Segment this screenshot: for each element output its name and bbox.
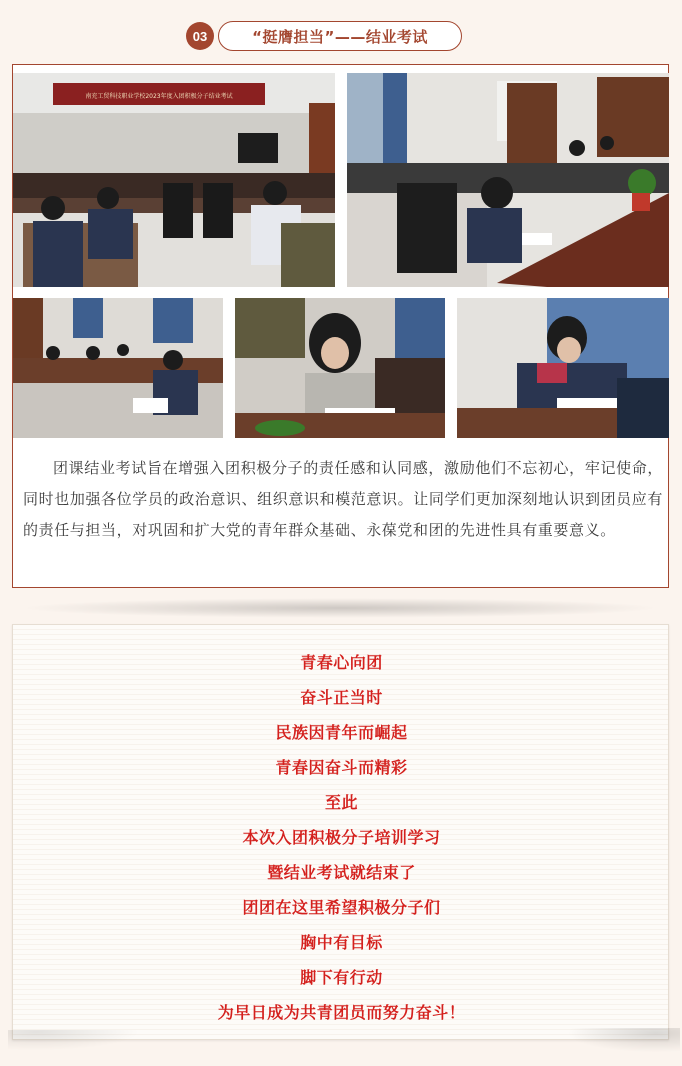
slogan-line: 本次入团积极分子培训学习 [242,828,441,847]
section-number-badge: 03 [186,22,214,50]
slogan-list [13,645,670,1030]
slogan-line: 暨结业考试就结束了 [267,863,416,882]
banner-text: 南充工贸科技职业学校2023年度入团积极分子结业考试 [85,93,233,100]
paper-shadow [20,598,660,618]
slogan-line: 胸中有目标 [300,933,383,952]
section-title: “挺膺担当”——结业考试 [218,21,462,51]
photo-exam-room-wide [13,73,335,287]
slogan-paper [12,624,669,1040]
slogan-line: 民族因青年而崛起 [275,723,408,742]
photo-student-writing-table [347,73,669,287]
slogan-line: 团团在这里希望积极分子们 [242,898,441,917]
slogan-line: 至此 [324,793,358,812]
photo-students-row [13,298,223,438]
paper-curl-shadow-right [560,1028,680,1054]
slogan-line: 青春心向团 [300,653,383,672]
section-header [0,18,682,54]
photo-girl-writing [235,298,445,438]
photo-card [12,64,669,588]
slogan-line: 脚下有行动 [300,968,383,987]
body-paragraph: 团课结业考试旨在增强入团积极分子的责任感和认同感，激励他们不忘初心，牢记使命，同时也加强各位学员的政治意识、组织意识和模范意识。让同学们更加深刻地认识到团员应有的责任与担当，对巩固和扩大党的青年群众基础、永葆党和团的先进性具有重要意义。 [23,459,663,539]
paper-curl-shadow-left [8,1030,148,1052]
slogan-line: 青春因奋斗而精彩 [275,758,408,777]
photo-boy-writing [457,298,669,438]
slogan-line: 为早日成为共青团员而努力奋斗！ [217,1003,466,1022]
slogan-line: 奋斗正当时 [300,688,383,707]
